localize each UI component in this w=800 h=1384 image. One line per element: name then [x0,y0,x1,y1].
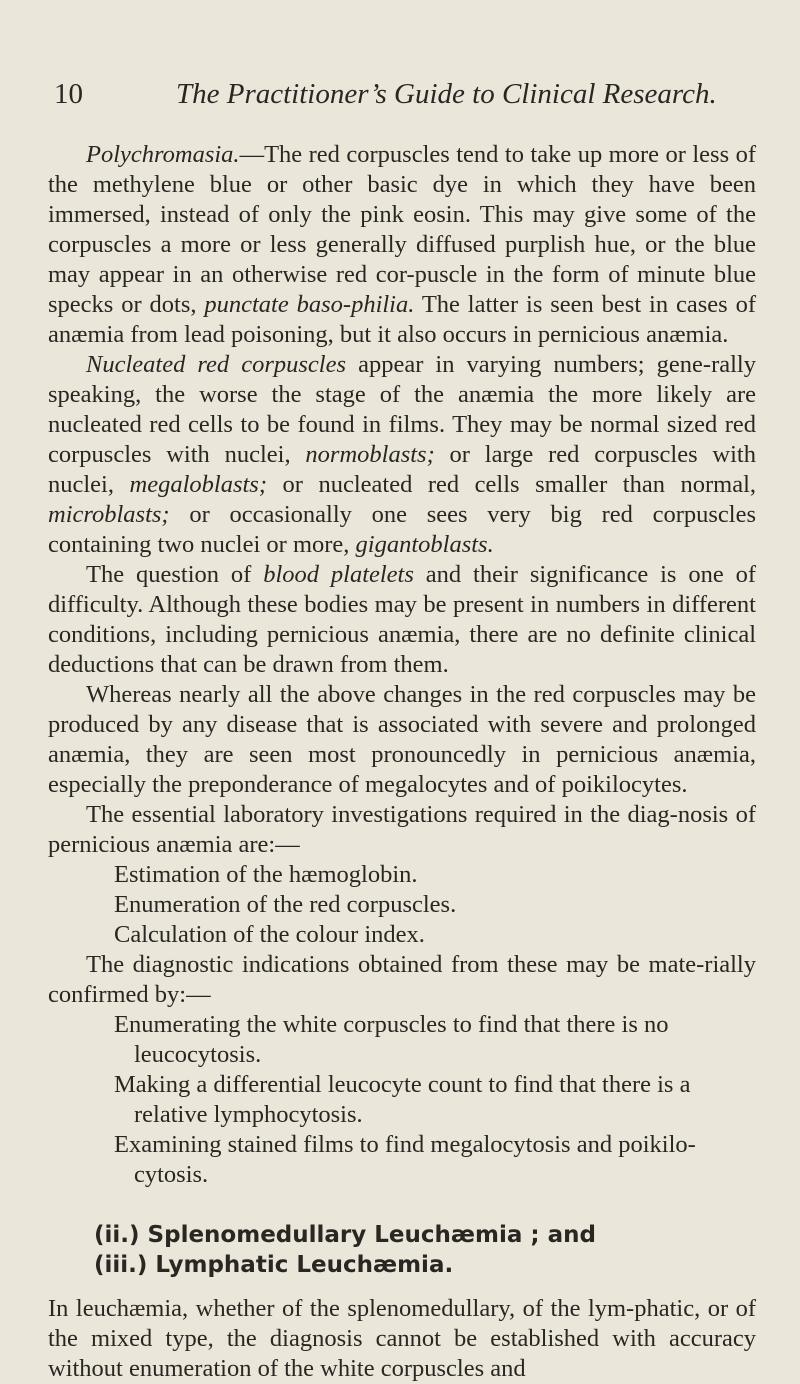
term-normoblasts: normoblasts; [305,441,435,468]
list-item: Calculation of the colour index. [114,921,425,948]
text-span: The question of [86,561,264,588]
list-item: Estimation of the hæmoglobin. [114,861,418,888]
text-span: The latter is seen best in cases of anæmia from lead poisoning, but it also occurs in pernicious anæmia. [48,291,756,348]
list-item: Enumerating the white corpuscles to find that there is no leucocytosis. [114,1011,669,1068]
investigations-list [48,860,756,950]
section-spacer [48,1280,756,1294]
list-item: Examining stained films to find megalocytosis and poikilo-cytosis. [114,1131,696,1188]
paragraph-leuchaemia: In leuchæmia, whether of the splenomedullary, of the lym-phatic, or of the mixed type, the diagnosis cannot be established with accuracy without enumeration of the white corpuscles and [48,1295,756,1382]
text-span: or large red corpuscles with nuclei, [48,441,756,498]
paragraph-blood-platelets [48,560,756,680]
term-punctate-basophilia: punctate baso-philia. [204,291,415,318]
section-heading-splenomedullary: (ii.) Splenomedullary Leuchæmia ; and [94,1222,596,1248]
text-span: or occasionally one sees very big red corpuscles containing two nuclei or more, [48,501,756,558]
term-polychromasia: Polychromasia. [86,141,240,168]
term-blood-platelets: blood platelets [263,561,414,588]
paragraph-nucleated-red-corpuscles [48,350,756,560]
text-span: —The red corpuscles tend to take up more or less of the methylene blue or other basic dye in which they have been immersed, instead of only the pink eosin. This may give some of the corpuscles a more or less generally diffused purplish hue, or the blue may appear in an otherwise red cor-puscle in the form of minute blue specks or dots, [48,141,756,318]
confirmation-list [48,1010,756,1190]
paragraph-essential-investigations: The essential laboratory investigations required in the diag-nosis of pernicious anæmia are:— [48,801,756,858]
term-nucleated-red-corpuscles: Nucleated red corpuscles [86,351,346,378]
term-megaloblasts: megaloblasts; [129,471,267,498]
term-gigantoblasts: gigantoblasts. [355,531,494,558]
list-item: Enumeration of the red corpuscles. [114,891,457,918]
body-text [48,140,756,1384]
list-item: Making a differential leucocyte count to find that there is a relative lymphocytosis. [114,1071,691,1128]
section-heading-lymphatic: (iii.) Lymphatic Leuchæmia. [94,1252,454,1278]
text-span: and their significance is one of difficulty. Although these bodies may be present in numbers in different conditions, including pernicious anæmia, there are no definite clinical deductions that can be drawn from them. [48,561,756,678]
running-title: The Practitioner’s Guide to Clinical Research. [176,78,717,110]
paragraph-polychromasia [48,140,756,350]
running-header [48,78,756,118]
paragraph-whereas: Whereas nearly all the above changes in the red corpuscles may be produced by any disease that is associated with severe and prolonged anæmia, they are seen most pronouncedly in pernicious anæmia, especially the preponderance of megalocytes and of poikilocytes. [48,681,756,798]
section-spacer [48,1190,756,1220]
text-span: or nucleated red cells smaller than normal, [267,471,756,498]
text-span: appear in varying numbers; gene-rally speaking, the worse the stage of the anæmia the more likely are nucleated red cells to be found in films. They may be normal sized red corpuscles with nuclei, [48,351,756,468]
term-microblasts: microblasts; [48,501,170,528]
paragraph-diagnostic-indications: The diagnostic indications obtained from these may be mate-rially confirmed by:— [48,951,756,1008]
page-number: 10 [54,78,83,110]
